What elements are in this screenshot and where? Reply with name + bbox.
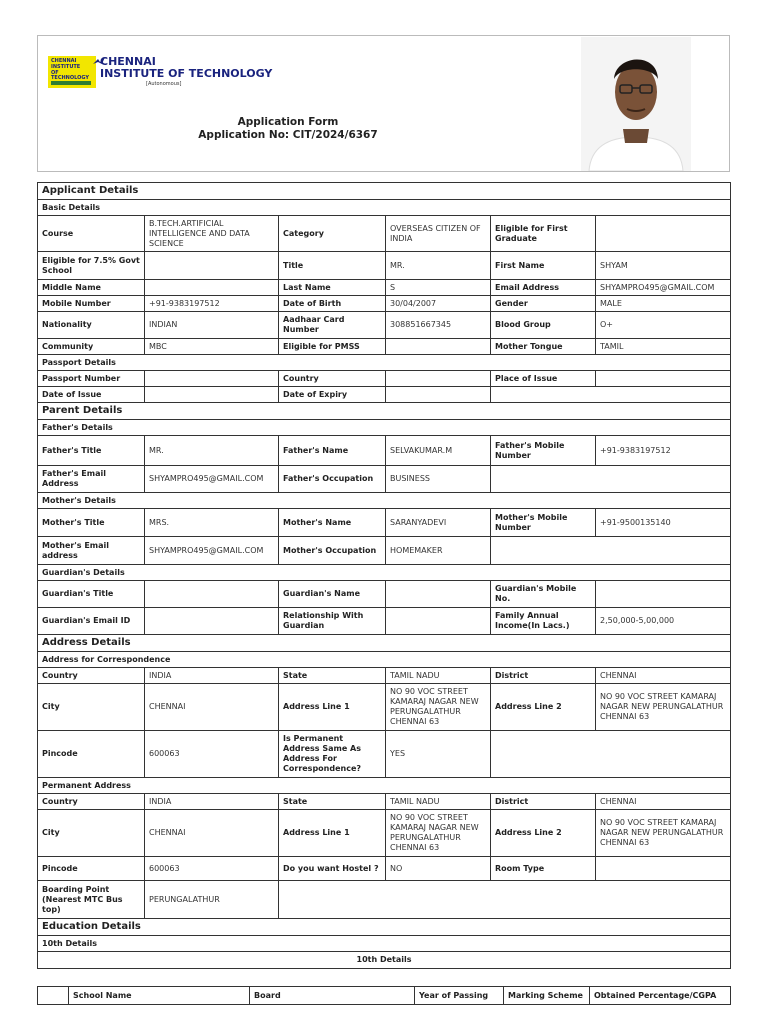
perm-district-label: District: [491, 794, 596, 810]
corr-district-label: District: [491, 668, 596, 684]
father-name-value: SELVAKUMAR.M: [386, 436, 491, 466]
subsection-mother-details: Mother's Details: [38, 493, 731, 509]
edu-col-school-name: School Name: [69, 987, 250, 1005]
corr-state-label: State: [279, 668, 386, 684]
boarding-point-value: PERUNGALATHUR: [145, 881, 279, 919]
govt-school-value: [145, 252, 279, 280]
guardian-mobile-value: [596, 581, 731, 608]
guardian-email-value: [145, 608, 279, 635]
father-occupation-value: BUSINESS: [386, 466, 491, 493]
empty-cell: [491, 466, 731, 493]
guardian-title-value: [145, 581, 279, 608]
perm-pincode-value: 600063: [145, 857, 279, 881]
passport-country-value: [386, 371, 491, 387]
section-applicant-details: Applicant Details: [38, 183, 731, 200]
room-type-label: Room Type: [491, 857, 596, 881]
corr-country-value: INDIA: [145, 668, 279, 684]
date-of-expiry-value: [386, 387, 491, 403]
category-label: Category: [279, 216, 386, 252]
mother-mobile-value: +91-9500135140: [596, 509, 731, 537]
mother-tongue-label: Mother Tongue: [491, 339, 596, 355]
dob-value: 30/04/2007: [386, 296, 491, 312]
same-address-label: Is Permanent Address Same As Address For Correspondence?: [279, 731, 386, 778]
father-mobile-label: Father's Mobile Number: [491, 436, 596, 466]
corr-pincode-value: 600063: [145, 731, 279, 778]
date-of-issue-value: [145, 387, 279, 403]
mother-occupation-label: Mother's Occupation: [279, 537, 386, 565]
form-title: Application Form: [237, 116, 339, 128]
corr-address-line2-label: Address Line 2: [491, 684, 596, 731]
email-value: SHYAMPRO495@GMAIL.COM: [596, 280, 731, 296]
passport-number-label: Passport Number: [38, 371, 145, 387]
nationality-value: INDIAN: [145, 312, 279, 339]
guardian-title-label: Guardian's Title: [38, 581, 145, 608]
guardian-mobile-label: Guardian's Mobile No.: [491, 581, 596, 608]
mother-title-value: MRS.: [145, 509, 279, 537]
dob-label: Date of Birth: [279, 296, 386, 312]
community-value: MBC: [145, 339, 279, 355]
boarding-point-label: Boarding Point (Nearest MTC Bus top): [38, 881, 145, 919]
guardian-relationship-value: [386, 608, 491, 635]
corr-city-label: City: [38, 684, 145, 731]
form-title-block: [158, 116, 418, 142]
room-type-value: [596, 857, 731, 881]
first-graduate-label: Eligible for First Graduate: [491, 216, 596, 252]
perm-country-value: INDIA: [145, 794, 279, 810]
edu-col-board: Board: [250, 987, 415, 1005]
middle-name-label: Middle Name: [38, 280, 145, 296]
subsection-correspondence-address: Address for Correspondence: [38, 652, 731, 668]
logo-bar: [51, 81, 91, 85]
logo-mark-line: CHENNAI: [51, 58, 77, 64]
logo-mark: [48, 56, 96, 88]
applicant-photo: [581, 37, 691, 171]
logo-mark-line: TECHNOLOGY: [51, 75, 89, 81]
aadhaar-label: Aadhaar Card Number: [279, 312, 386, 339]
blood-group-value: O+: [596, 312, 731, 339]
edu-col-index: [38, 987, 69, 1005]
edu-col-year-of-passing: Year of Passing: [415, 987, 504, 1005]
edu-col-percentage: Obtained Percentage/CGPA: [590, 987, 731, 1005]
mother-occupation-value: HOMEMAKER: [386, 537, 491, 565]
subsection-10th-details: 10th Details: [38, 936, 731, 952]
logo-mark-line: OF: [51, 70, 59, 76]
date-of-expiry-label: Date of Expiry: [279, 387, 386, 403]
first-name-value: SHYAM: [596, 252, 731, 280]
mother-email-value: SHYAMPRO495@GMAIL.COM: [145, 537, 279, 565]
application-number: Application No: CIT/2024/6367: [198, 129, 378, 141]
pmss-label: Eligible for PMSS: [279, 339, 386, 355]
perm-address-line2-label: Address Line 2: [491, 810, 596, 857]
father-mobile-value: +91-9383197512: [596, 436, 731, 466]
perm-pincode-label: Pincode: [38, 857, 145, 881]
perm-address-line1-label: Address Line 1: [279, 810, 386, 857]
perm-state-value: TAMIL NADU: [386, 794, 491, 810]
perm-address-line2-value: NO 90 VOC STREET KAMARAJ NAGAR NEW PERUNGALATHUR CHENNAI 63: [596, 810, 731, 857]
place-of-issue-label: Place of Issue: [491, 371, 596, 387]
gender-label: Gender: [491, 296, 596, 312]
empty-cell: [279, 881, 731, 919]
place-of-issue-value: [596, 371, 731, 387]
guardian-name-label: Guardian's Name: [279, 581, 386, 608]
passport-country-label: Country: [279, 371, 386, 387]
application-form-table: [37, 182, 731, 969]
father-email-label: Father's Email Address: [38, 466, 145, 493]
logo-mark-line: INSTITUTE: [51, 64, 81, 70]
logo-title-line2: INSTITUTE OF TECHNOLOGY: [100, 67, 273, 80]
corr-pincode-label: Pincode: [38, 731, 145, 778]
corr-state-value: TAMIL NADU: [386, 668, 491, 684]
subsection-guardian-details: Guardian's Details: [38, 565, 731, 581]
family-income-value: 2,50,000-5,00,000: [596, 608, 731, 635]
corr-city-value: CHENNAI: [145, 684, 279, 731]
aadhaar-value: 308851667345: [386, 312, 491, 339]
email-label: Email Address: [491, 280, 596, 296]
corr-address-line1-label: Address Line 1: [279, 684, 386, 731]
mobile-label: Mobile Number: [38, 296, 145, 312]
mother-tongue-value: TAMIL: [596, 339, 731, 355]
perm-country-label: Country: [38, 794, 145, 810]
corr-address-line1-value: NO 90 VOC STREET KAMARAJ NAGAR NEW PERUNGALATHUR CHENNAI 63: [386, 684, 491, 731]
empty-cell: [491, 387, 731, 403]
mother-mobile-label: Mother's Mobile Number: [491, 509, 596, 537]
logo-autonomous: [Autonomous]: [146, 81, 182, 87]
corr-address-line2-value: NO 90 VOC STREET KAMARAJ NAGAR NEW PERUNGALATHUR CHENNAI 63: [596, 684, 731, 731]
father-title-label: Father's Title: [38, 436, 145, 466]
education-table-header: [37, 986, 731, 1005]
guardian-name-value: [386, 581, 491, 608]
title-value: MR.: [386, 252, 491, 280]
hostel-label: Do you want Hostel ?: [279, 857, 386, 881]
pmss-value: [386, 339, 491, 355]
applicant-photo-image: [581, 37, 691, 171]
perm-city-label: City: [38, 810, 145, 857]
perm-district-value: CHENNAI: [596, 794, 731, 810]
course-label: Course: [38, 216, 145, 252]
subsection-father-details: Father's Details: [38, 420, 731, 436]
subsection-permanent-address: Permanent Address: [38, 778, 731, 794]
perm-address-line1-value: NO 90 VOC STREET KAMARAJ NAGAR NEW PERUNGALATHUR CHENNAI 63: [386, 810, 491, 857]
mother-title-label: Mother's Title: [38, 509, 145, 537]
institute-logo: [48, 55, 273, 90]
10th-details-heading: 10th Details: [38, 952, 731, 969]
family-income-label: Family Annual Income(In Lacs.): [491, 608, 596, 635]
logo-title-line1: CHENNAI: [100, 55, 156, 68]
empty-cell: [491, 731, 731, 778]
title-label: Title: [279, 252, 386, 280]
empty-cell: [491, 537, 731, 565]
perm-state-label: State: [279, 794, 386, 810]
mother-name-value: SARANYADEVI: [386, 509, 491, 537]
mobile-value: +91-9383197512: [145, 296, 279, 312]
section-education-details: Education Details: [38, 919, 731, 936]
middle-name-value: [145, 280, 279, 296]
govt-school-label: Eligible for 7.5% Govt School: [38, 252, 145, 280]
form-header: [37, 35, 730, 172]
father-name-label: Father's Name: [279, 436, 386, 466]
subsection-passport-details: Passport Details: [38, 355, 731, 371]
date-of-issue-label: Date of Issue: [38, 387, 145, 403]
mother-name-label: Mother's Name: [279, 509, 386, 537]
last-name-value: S: [386, 280, 491, 296]
edu-col-marking-scheme: Marking Scheme: [504, 987, 590, 1005]
father-occupation-label: Father's Occupation: [279, 466, 386, 493]
guardian-relationship-label: Relationship With Guardian: [279, 608, 386, 635]
blood-group-label: Blood Group: [491, 312, 596, 339]
father-email-value: SHYAMPRO495@GMAIL.COM: [145, 466, 279, 493]
gender-value: MALE: [596, 296, 731, 312]
guardian-email-label: Guardian's Email ID: [38, 608, 145, 635]
perm-city-value: CHENNAI: [145, 810, 279, 857]
section-parent-details: Parent Details: [38, 403, 731, 420]
last-name-label: Last Name: [279, 280, 386, 296]
subsection-basic-details: Basic Details: [38, 200, 731, 216]
passport-number-value: [145, 371, 279, 387]
corr-country-label: Country: [38, 668, 145, 684]
section-address-details: Address Details: [38, 635, 731, 652]
course-value: B.TECH.ARTIFICIAL INTELLIGENCE AND DATA SCIENCE: [145, 216, 279, 252]
father-title-value: MR.: [145, 436, 279, 466]
mother-email-label: Mother's Email address: [38, 537, 145, 565]
same-address-value: YES: [386, 731, 491, 778]
hostel-value: NO: [386, 857, 491, 881]
corr-district-value: CHENNAI: [596, 668, 731, 684]
nationality-label: Nationality: [38, 312, 145, 339]
first-graduate-value: [596, 216, 731, 252]
first-name-label: First Name: [491, 252, 596, 280]
category-value: OVERSEAS CITIZEN OF INDIA: [386, 216, 491, 252]
community-label: Community: [38, 339, 145, 355]
